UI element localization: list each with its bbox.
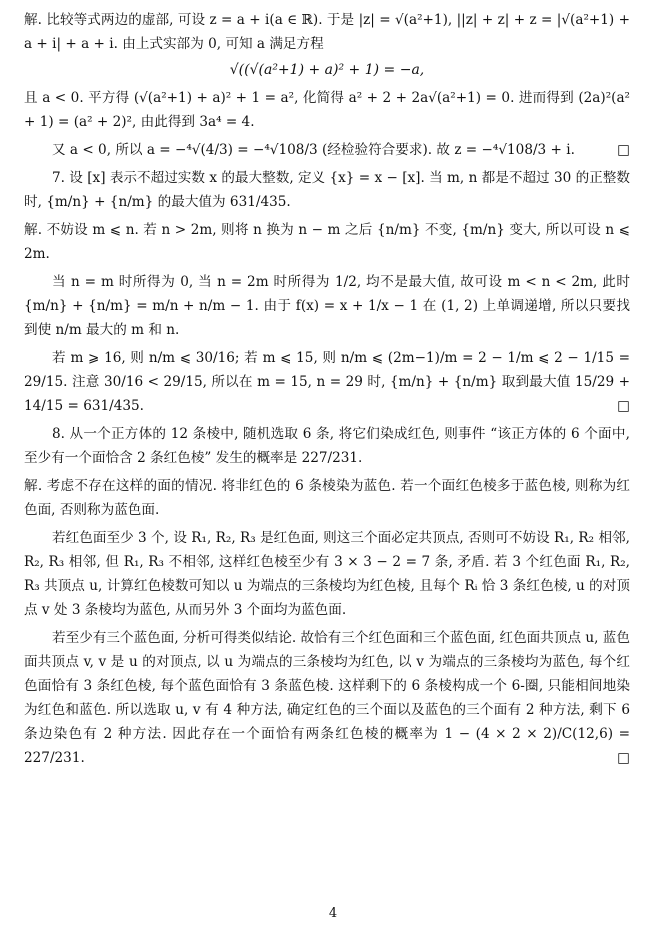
solution-6-part-3-text: 又 a < 0, 所以 a = −⁴√(4/3) = −⁴√108/3 (经检验符合要求). 故 z = −⁴√108/3 + i. xyxy=(52,142,575,158)
solution-6-part-2: 且 a < 0. 平方得 (√(a²+1) + a)² + 1 = a², 化简得 a² + 2 + 2a√(a²+1) = 0. 进而得到 (2a)²(a² + 1) = (a² + 2)², 由此得到 3a⁴ = 4. xyxy=(24,90,630,130)
solution-8-part-2: 若红色面至少 3 个, 设 R₁, R₂, R₃ 是红色面, 则这三个面必定共顶点, 否则可不妨设 R₁, R₂ 相邻, R₂, R₃ 相邻, 但 R₁, R₃ 不相邻, 这样红色棱至少有 3 × 3 − 2 = 7 条, 矛盾. 若 3 个红色面 R₁, R₂, R₃ 共顶点 u, 计算红色棱数可知以 u 为端点的三条棱均为红色棱, 且每个 Rᵢ 恰 3 条红色棱, u 的对顶点 v 处 3 条棱均为蓝色, 从而另外 3 个面均为蓝色面. xyxy=(24,530,630,618)
display-equation: √((√(a²+1) + a)² + 1) = −a, xyxy=(229,62,425,78)
problem-8: 8. 从一个正方体的 12 条棱中, 随机选取 6 条, 将它们染成红色, 则事件 “该正方体的 6 个面中, 至少有一个面恰含 2 条红色棱” 发生的概率是 227/231. xyxy=(24,426,630,466)
solution-8-part-3 xyxy=(24,626,630,770)
solution-7-part-3-text: 若 m ⩾ 16, 则 n/m ⩽ 30/16; 若 m ⩽ 15, 则 n/m ⩽ (2m−1)/m = 2 − 1/m ⩽ 2 − 1/15 = 29/15. 注意 30/16 < 29/15, 所以在 m = 15, n = 29 时, {m/n} + {n/m} 取到最大值 15/29 + 14/15 = 631/435. xyxy=(24,350,630,414)
qed-symbol: □ xyxy=(617,750,630,766)
problem-7: 7. 设 [x] 表示不超过实数 x 的最大整数, 定义 {x} = x − [x]. 当 m, n 都是不超过 30 的正整数时, {m/n} + {n/m} 的最大值为 631/435. xyxy=(24,170,630,210)
solution-7-part-2: 当 n = m 时所得为 0, 当 n = 2m 时所得为 1/2, 均不是最大值, 故可设 m < n < 2m, 此时 {m/n} + {n/m} = m/n + n/m − 1. 由于 f(x) = x + 1/x − 1 在 (1, 2) 上单调递增, 所以只要找到使 n/m 最大的 m 和 n. xyxy=(24,274,630,338)
paper-page xyxy=(24,8,630,774)
solution-7-part-1: 解. 不妨设 m ⩽ n. 若 n > 2m, 则将 n 换为 n − m 之后 {n/m} 不变, {m/n} 变大, 所以可设 n ⩽ 2m. xyxy=(24,222,630,262)
qed-symbol: □ xyxy=(617,142,630,158)
solution-6-part-3 xyxy=(24,138,630,162)
solution-8-part-1: 解. 考虑不存在这样的面的情况. 将非红色的 6 条棱染为蓝色. 若一个面红色棱多于蓝色棱, 则称为红色面, 否则称为蓝色面. xyxy=(24,478,630,518)
solution-6-part-1: 解. 比较等式两边的虚部, 可设 z = a + i(a ∈ ℝ). 于是 |z| = √(a²+1), ||z| + z| + z = |√(a²+1) + a + i| + a + i. 由上式实部为 0, 可知 a 满足方程 xyxy=(24,12,630,52)
solution-7-part-3 xyxy=(24,346,630,418)
solution-8-part-3-text: 若至少有三个蓝色面, 分析可得类似结论. 故恰有三个红色面和三个蓝色面, 红色面共顶点 u, 蓝色面共顶点 v, v 是 u 的对顶点, 以 u 为端点的三条棱均为红色, 以 v 为端点的三条棱均为蓝色, 每个红色面恰有 3 条红色棱, 每个蓝色面恰有 3 条蓝色棱. 这样剩下的 6 条棱构成一个 6-圈, 只能相间地染为红色和蓝色. 所以选取 u, v 有 4 种方法, 确定红色的三个面以及蓝色的三个面有 2 种方法, 剩下 6 条边染色有 2 种方法. 因此存在一个面恰有两条红色棱的概率为 1 − (4 × 2 × 2)/C(12,6) = 227/231. xyxy=(24,630,630,766)
qed-symbol: □ xyxy=(617,398,630,414)
page-number: 4 xyxy=(328,906,338,921)
